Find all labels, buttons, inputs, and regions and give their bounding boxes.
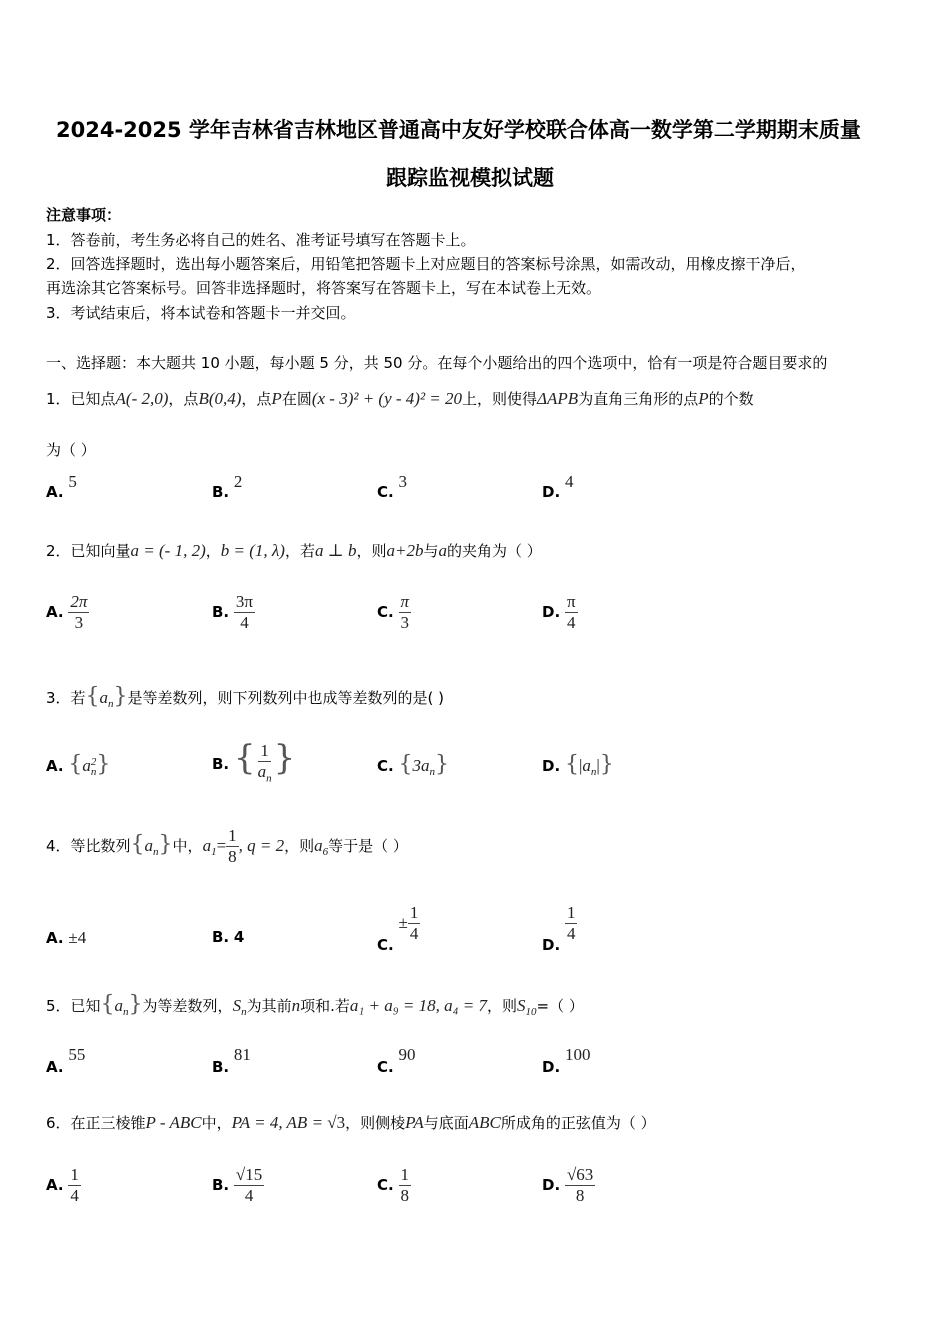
q2-number: 2．已知向量 <box>46 542 131 560</box>
q4-a6: a <box>314 836 323 855</box>
option-label: B. <box>212 483 230 501</box>
question-2 <box>46 540 542 561</box>
right-brace: } <box>599 752 614 777</box>
fraction-denominator <box>256 762 274 788</box>
notice-item-2-cont: 再选涂其它答案标号。回答非选择题时，将答案写在答题卡上，写在本试卷上无效。 <box>46 279 602 297</box>
q2-vector-a: a <box>438 541 447 560</box>
q1-point-b: B(0,4) <box>198 389 242 408</box>
fraction-numerator: 1 <box>70 1165 79 1184</box>
q2-text: ，则 <box>356 542 387 560</box>
fraction-denominator: 8 <box>400 1186 409 1205</box>
section-heading: 一、选择题：本大题共 10 小题，每小题 5 分，共 50 分。在每个小题给出的四个选项中，恰有一项是符合题目要求的 <box>46 354 828 372</box>
q4-text: 等于是（ ） <box>328 837 408 855</box>
q5-option-c[interactable] <box>377 1045 416 1076</box>
page-title-line2: 跟踪监视模拟试题 <box>386 166 554 190</box>
option-fraction <box>399 1165 412 1206</box>
q5-text: 为其前 <box>246 997 292 1015</box>
q2-perp: a ⊥ b <box>314 541 357 560</box>
option-label: D. <box>542 1176 561 1194</box>
subscript: n <box>590 766 597 778</box>
question-1 <box>46 388 754 409</box>
q5-option-b[interactable] <box>212 1045 251 1076</box>
option-label: C. <box>377 936 394 954</box>
option-fraction <box>234 1165 264 1206</box>
q2-option-c[interactable] <box>377 592 411 633</box>
option-value: a <box>82 756 91 775</box>
q1-text: 上，则使得 <box>462 390 538 408</box>
q4-number: 4．等比数列 <box>46 837 131 855</box>
option-label: C. <box>377 1176 394 1194</box>
right-brace: } <box>273 738 296 778</box>
q4-text: 中， <box>172 837 203 855</box>
fraction-denominator: 4 <box>244 1186 254 1205</box>
fraction-numerator: √15 <box>235 1165 263 1184</box>
option-label: B. <box>212 603 230 621</box>
q4-equals: = <box>216 836 227 855</box>
fraction-denominator: 4 <box>409 924 419 943</box>
option-label: B. <box>212 755 230 773</box>
notice-item-3: 3．考试结束后，将本试卷和答题卡一并交回。 <box>46 304 356 322</box>
fraction-denominator: 3 <box>74 613 84 632</box>
option-label: D. <box>542 1058 561 1076</box>
q6-option-c[interactable] <box>377 1165 411 1206</box>
fraction-denominator: 4 <box>566 924 576 943</box>
q4-option-a[interactable] <box>46 928 86 948</box>
option-label: C. <box>377 483 394 501</box>
q3-option-b[interactable] <box>212 738 295 788</box>
q4-a1-sub: 1 <box>211 846 217 858</box>
q5-text: 项和.若 <box>300 997 350 1015</box>
fraction-numerator: √63 <box>566 1165 594 1184</box>
q6-sqrt: √3 <box>327 1113 346 1132</box>
q5-sum-sub: n <box>241 1006 247 1018</box>
option-label: B. <box>212 928 230 946</box>
q1-text: ，点 <box>241 390 272 408</box>
left-brace: { <box>398 752 413 777</box>
option-label: D. <box>542 936 561 954</box>
q5-subscript: n <box>123 1006 129 1018</box>
question-3 <box>46 684 444 710</box>
option-fraction <box>399 592 412 633</box>
abs-bar: | <box>596 756 600 775</box>
q4-a6-sub: 6 <box>322 846 329 858</box>
right-brace: } <box>435 752 449 777</box>
q2-option-d[interactable] <box>542 592 578 633</box>
option-fraction <box>565 592 578 633</box>
question-5 <box>46 992 584 1018</box>
plus-minus: ± <box>398 913 408 932</box>
q5-text: =（ ） <box>536 997 584 1015</box>
q6-text: ，则侧棱 <box>345 1114 406 1132</box>
denominator-base: a <box>257 761 267 781</box>
option-fraction <box>565 1165 595 1206</box>
fraction-denominator: 3 <box>400 613 410 632</box>
question-4 <box>46 826 408 867</box>
q3-option-a[interactable] <box>46 752 110 777</box>
fraction-denominator: 8 <box>228 847 237 866</box>
right-brace: } <box>113 684 128 709</box>
q1-text-cont: 为（ ） <box>46 441 96 459</box>
fraction-numerator: 1 <box>260 740 269 760</box>
q2-vector-a: a = (- 1, 2) <box>130 541 206 560</box>
q2-option-b[interactable] <box>212 592 255 633</box>
q3-subscript: n <box>108 698 114 710</box>
q1-triangle: ΔAPB <box>537 389 579 408</box>
page-title: 2024-2025 学年吉林省吉林地区普通高中友好学校联合体高一数学第二学期期末质量 <box>56 118 861 142</box>
q5-sequence: a <box>114 996 124 1015</box>
subscript: n <box>90 765 97 778</box>
option-fraction <box>68 592 89 633</box>
option-value: 5 <box>68 472 77 491</box>
left-brace: { <box>85 684 100 709</box>
option-label: D. <box>542 483 561 501</box>
option-fraction <box>234 592 255 633</box>
q1-option-a[interactable] <box>46 472 77 501</box>
fraction-numerator: π <box>400 592 410 611</box>
option-value: ±4 <box>68 928 87 947</box>
q4-subscript: n <box>153 846 159 858</box>
option-value: 81 <box>233 1045 251 1064</box>
option-value: 100 <box>564 1045 591 1064</box>
option-value: 90 <box>398 1045 416 1064</box>
q6-text: 所成角的正弦值为（ ） <box>500 1114 656 1132</box>
q2-option-a[interactable] <box>46 592 89 633</box>
left-brace: { <box>100 992 115 1017</box>
notice-heading: 注意事项： <box>46 206 122 224</box>
q5-option-a[interactable] <box>46 1045 85 1076</box>
right-brace: } <box>128 992 143 1017</box>
q1-point-p: P <box>271 389 282 408</box>
q4-text: ，则 <box>284 837 315 855</box>
option-label: C. <box>377 757 394 775</box>
option-label: A. <box>46 603 64 621</box>
q4-ratio: , q = 2 <box>238 836 285 855</box>
option-value: 3a <box>412 756 430 775</box>
fraction-numerator: 2π <box>70 592 88 611</box>
left-brace: { <box>130 832 145 857</box>
q3-sequence: a <box>99 688 109 707</box>
left-brace: { <box>233 738 256 778</box>
q4-option-d[interactable] <box>542 903 577 954</box>
option-label: A. <box>46 1176 64 1194</box>
q5-text: 为等差数列， <box>142 997 233 1015</box>
option-label: B. <box>212 1176 230 1194</box>
notice-item-1: 1．答卷前，考生务必将自己的姓名、准考证号填写在答题卡上。 <box>46 231 476 249</box>
option-label: D. <box>542 757 561 775</box>
q6-condition: PA = 4, AB = <box>231 1113 328 1132</box>
q1-option-c[interactable] <box>377 472 407 501</box>
q5-option-d[interactable] <box>542 1045 590 1076</box>
q6-pyramid: P - ABC <box>145 1113 202 1132</box>
right-brace: } <box>96 752 111 777</box>
q5-condition: a₁ + a₉ = 18, a₄ = 7 <box>349 996 488 1015</box>
fraction-numerator: 1 <box>400 1165 409 1184</box>
option-label: A. <box>46 757 64 775</box>
option-fraction <box>408 903 421 944</box>
option-fraction <box>256 741 274 788</box>
subscript: n <box>266 772 272 785</box>
question-6 <box>46 1112 656 1133</box>
q4-option-b[interactable] <box>212 928 244 946</box>
q1-number: 1．已知点 <box>46 390 116 408</box>
q6-option-a[interactable] <box>46 1165 81 1206</box>
q3-number: 3．若 <box>46 689 86 707</box>
q5-n: n <box>291 996 301 1015</box>
q2-sum: a+2b <box>386 541 424 560</box>
fraction-numerator: 1 <box>409 903 419 922</box>
q6-option-d[interactable] <box>542 1165 595 1206</box>
q3-option-d[interactable] <box>542 752 614 778</box>
fraction-denominator: 4 <box>566 613 576 632</box>
q6-base: ABC <box>468 1113 501 1132</box>
q4-fraction <box>226 826 239 867</box>
option-label: A. <box>46 483 64 501</box>
q6-number: 6．在正三棱锥 <box>46 1114 146 1132</box>
q2-text: 与 <box>423 542 439 560</box>
fraction-numerator: π <box>566 592 576 611</box>
q2-text: ，若 <box>284 542 315 560</box>
q1-text: ，点 <box>168 390 199 408</box>
notice-item-2: 2．回答选择题时，选出每小题答案后，用铅笔把答题卡上对应题目的答案标号涂黑，如需改动，用橡皮擦干净后， <box>46 255 806 273</box>
option-fraction <box>565 903 578 944</box>
fraction-denominator: 4 <box>70 1186 79 1205</box>
option-label: D. <box>542 603 561 621</box>
q1-option-b[interactable] <box>212 472 242 501</box>
q6-text: 中， <box>201 1114 232 1132</box>
fraction-numerator: 3π <box>235 592 254 611</box>
q1-text: 在圆 <box>281 390 312 408</box>
q1-option-d[interactable] <box>542 472 573 501</box>
q1-text: 为直角三角形的点 <box>578 390 699 408</box>
q6-option-b[interactable] <box>212 1165 264 1206</box>
q3-option-c[interactable] <box>377 752 449 778</box>
q5-number: 5．已知 <box>46 997 101 1015</box>
left-brace: { <box>68 752 83 777</box>
option-label: C. <box>377 1058 394 1076</box>
q6-edge: PA <box>405 1113 424 1132</box>
option-label: A. <box>46 929 64 947</box>
q1-circle-equation: (x - 3)² + (y - 4)² = 20 <box>311 389 463 408</box>
fraction-denominator: 4 <box>240 613 249 632</box>
fraction-denominator: 8 <box>575 1186 585 1205</box>
option-label: C. <box>377 603 394 621</box>
q5-sum: S <box>232 996 242 1015</box>
q4-a1: a <box>202 836 212 855</box>
q1-point-a: A(- 2,0) <box>115 389 169 408</box>
fraction-numerator: 1 <box>566 903 576 922</box>
superscript: 2 <box>90 755 97 768</box>
subscript: n <box>429 766 435 778</box>
q2-text: ， <box>205 542 221 560</box>
option-label: A. <box>46 1058 64 1076</box>
q4-option-c[interactable] <box>377 903 420 954</box>
q3-text: 是等差数列，则下列数列中也成等差数列的是( ) <box>127 689 445 707</box>
option-value: 4 <box>564 472 574 491</box>
option-value: a <box>582 756 591 775</box>
left-brace: { <box>564 752 579 777</box>
q4-sequence: a <box>144 836 154 855</box>
abs-bar: | <box>578 756 583 775</box>
option-fraction <box>68 1165 81 1206</box>
fraction-numerator: 1 <box>228 826 237 845</box>
q1-point-p: P <box>698 389 709 408</box>
option-value: 4 <box>233 928 245 946</box>
option-value: 2 <box>233 472 243 491</box>
q5-text: ，则 <box>487 997 518 1015</box>
q1-text: 的个数 <box>708 390 754 408</box>
q6-text: 与底面 <box>423 1114 469 1132</box>
q2-vector-b: b = (1, λ) <box>220 541 285 560</box>
q5-s10: S <box>517 996 526 1015</box>
q5-s10-sub: 10 <box>525 1006 537 1018</box>
option-value: 55 <box>68 1045 86 1064</box>
q2-text: 的夹角为（ ） <box>446 542 542 560</box>
option-label: B. <box>212 1058 230 1076</box>
right-brace: } <box>158 832 173 857</box>
option-value: 3 <box>398 472 407 491</box>
